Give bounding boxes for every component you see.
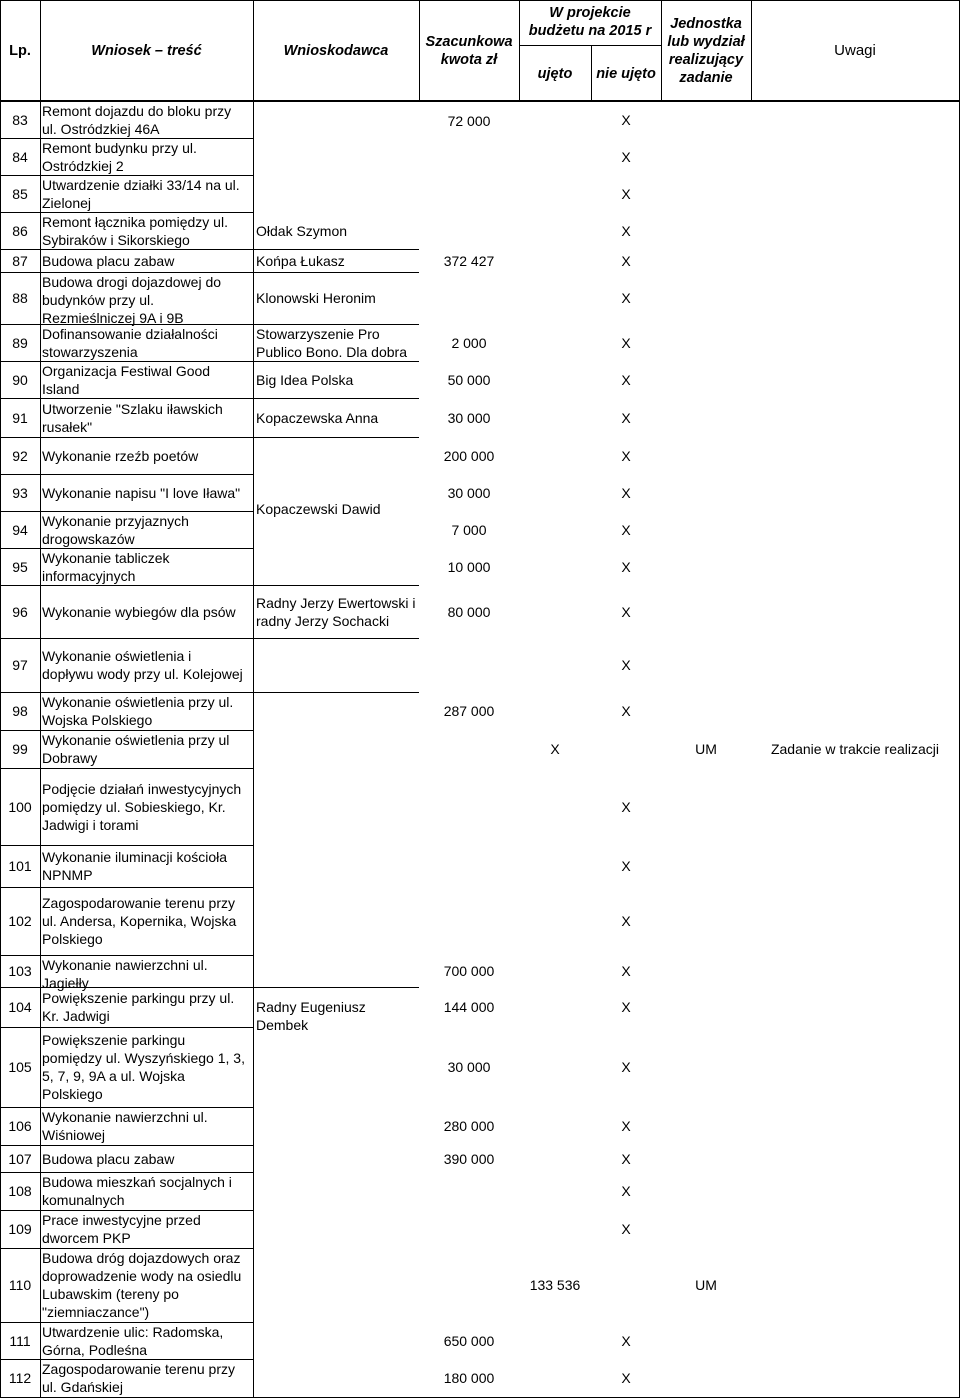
h-rule <box>0 845 253 846</box>
remarks: Zadanie w trakcie realizacji <box>770 741 940 757</box>
request-description: Wykonanie oświetlenia przy ul Dobrawy <box>42 732 230 766</box>
not-included-mark: X <box>621 186 631 202</box>
not-included-mark: X <box>621 149 631 165</box>
header-uwagi: Uwagi <box>834 41 876 59</box>
request-description: Budowa placu zabaw <box>42 253 175 269</box>
h-rule <box>0 474 253 475</box>
estimated-amount: 200 000 <box>443 448 495 464</box>
request-description: Budowa drogi dojazdowej do budynków przy ul. Rezmieślniczej 9A i 9B <box>42 274 222 326</box>
estimated-amount: 280 000 <box>443 1118 495 1134</box>
not-included-mark: X <box>621 485 631 501</box>
request-description: Powiększenie parkingu przy ul. Kr. Jadwigi <box>42 990 235 1024</box>
included-mark: X <box>550 741 560 757</box>
request-description: Powiększenie parkingu pomiędzy ul. Wyszyńskiego 1, 3, 5, 7, 9, 9A a ul. Wojska Polskiego <box>42 1032 245 1102</box>
h-rule <box>253 437 419 438</box>
row-number: 93 <box>12 485 28 501</box>
h-rule <box>0 887 253 888</box>
estimated-amount: 10 000 <box>447 559 491 575</box>
row-number: 91 <box>12 410 28 426</box>
row-number: 86 <box>12 223 28 239</box>
row-number: 88 <box>12 290 28 306</box>
h-rule <box>0 437 253 438</box>
row-number: 108 <box>8 1183 32 1199</box>
merged-kwota-83-86: 72 000 <box>447 113 491 129</box>
not-included-mark: X <box>621 1151 631 1167</box>
not-included-mark: X <box>621 253 631 269</box>
request-description: Zagospodarowanie terenu przy ul. Andersa, Kopernika, Wojska Polskiego <box>42 895 237 947</box>
not-included-mark: X <box>621 1221 631 1237</box>
estimated-amount: 180 000 <box>443 1370 495 1386</box>
v-rule <box>253 101 254 1398</box>
merged-wnioskodawca-92-95: Kopaczewski Dawid <box>256 501 381 517</box>
row-number: 100 <box>8 799 32 815</box>
row-number: 103 <box>8 963 32 979</box>
v-rule <box>40 101 41 1398</box>
h-rule <box>0 638 253 639</box>
row-number: 87 <box>12 253 28 269</box>
estimated-amount: 50 000 <box>447 372 491 388</box>
row-number: 99 <box>12 741 28 757</box>
not-included-mark: X <box>621 657 631 673</box>
header-lp: Lp. <box>9 42 31 59</box>
estimated-amount: 700 000 <box>443 963 495 979</box>
request-description: Wykonanie tabliczek informacyjnych <box>42 550 170 584</box>
not-included-mark: X <box>621 703 631 719</box>
h-rule <box>0 1145 253 1146</box>
applicant: Big Idea Polska <box>256 372 354 388</box>
not-included-mark: X <box>621 858 631 874</box>
merged-kwota-97-99: 287 000 <box>443 703 495 719</box>
not-included-mark: X <box>621 1118 631 1134</box>
h-rule <box>0 1027 253 1028</box>
row-number: 85 <box>12 186 28 202</box>
request-description: Dofinansowanie działalności stowarzyszenia <box>42 326 218 360</box>
request-description: Podjęcie działań inwestycyjnych pomiędzy ul. Sobieskiego, Kr. Jadwigi i torami <box>42 781 242 833</box>
h-rule <box>253 101 419 102</box>
not-included-mark: X <box>621 290 631 306</box>
not-included-mark: X <box>621 799 631 815</box>
h-rule <box>253 249 419 250</box>
responsible-unit: UM <box>695 741 717 757</box>
estimated-amount: 390 000 <box>443 1151 495 1167</box>
row-number: 83 <box>12 112 28 128</box>
request-description: Wykonanie oświetlenia przy ul. Wojska Polskiego <box>42 694 234 728</box>
request-description: Wykonanie iluminacji kościoła NPNMP <box>42 849 228 883</box>
row-number: 111 <box>9 1333 31 1349</box>
not-included-mark: X <box>621 1333 631 1349</box>
request-description: Utwardzenie działki 33/14 na ul. Zielonej <box>42 177 240 211</box>
applicant: Klonowski Heronim <box>256 290 376 306</box>
header-jednostka: Jednostka lub wydział realizujący zadanie <box>667 15 745 86</box>
not-included-mark: X <box>621 1059 631 1075</box>
header-nie-ujeto: nie ujęto <box>596 65 656 82</box>
request-description: Wykonanie wybiegów dla psów <box>42 604 236 620</box>
row-number: 105 <box>8 1059 32 1075</box>
merged-wnioskodawca-83-86: Ołdak Szymon <box>256 223 348 239</box>
request-description: Wykonanie napisu "I love Iława" <box>42 485 241 501</box>
header-w-projekcie: W projekcie budżetu na 2015 r <box>528 5 652 39</box>
included-mark: 133 536 <box>529 1277 581 1293</box>
request-description: Wykonanie nawierzchni ul. Wiśniowej <box>42 1109 208 1143</box>
header-wniosek: Wniosek – treść <box>91 42 202 59</box>
not-included-mark: X <box>621 448 631 464</box>
applicant: Końpa Łukasz <box>256 253 345 269</box>
estimated-amount: 7 000 <box>451 522 487 538</box>
estimated-amount: 30 000 <box>447 485 491 501</box>
h-rule <box>253 585 419 586</box>
estimated-amount: 80 000 <box>447 604 491 620</box>
request-description: Budowa placu zabaw <box>42 1151 175 1167</box>
request-description: Organizacja Festiwal Good Island <box>42 363 211 397</box>
not-included-mark: X <box>621 604 631 620</box>
not-included-mark: X <box>621 1183 631 1199</box>
not-included-mark: X <box>621 559 631 575</box>
request-description: Wykonanie przyjaznych drogowskazów <box>42 513 189 547</box>
not-included-mark: X <box>621 963 631 979</box>
row-number: 89 <box>12 335 28 351</box>
row-number: 90 <box>12 372 28 388</box>
estimated-amount: 30 000 <box>447 410 491 426</box>
row-number: 102 <box>8 913 32 929</box>
applicant: Kopaczewska Anna <box>256 410 379 426</box>
request-description: Wykonanie rzeźb poetów <box>42 448 199 464</box>
request-description: Remont łącznika pomiędzy ul. Sybiraków i Sikorskiego <box>42 214 228 248</box>
not-included-mark: X <box>621 223 631 239</box>
h-rule <box>253 398 419 399</box>
row-number: 94 <box>12 522 28 538</box>
row-number: 112 <box>8 1370 32 1386</box>
h-rule <box>253 361 419 362</box>
row-number: 104 <box>8 999 32 1015</box>
h-rule <box>253 987 419 988</box>
row-number: 110 <box>8 1277 32 1293</box>
not-included-mark: X <box>621 372 631 388</box>
request-description: Budowa dróg dojazdowych oraz doprowadzenie wody na osiedlu Lubawskim (tereny po "ziemniaczance") <box>42 1250 242 1320</box>
row-number: 95 <box>12 559 28 575</box>
request-description: Utwardzenie ulic: Radomska, Górna, Podleśna <box>42 1324 224 1358</box>
not-included-mark: X <box>621 1370 631 1386</box>
request-description: Wykonanie oświetlenia i dopływu wody przy ul. Kolejowej <box>42 648 243 682</box>
not-included-mark: X <box>621 999 631 1015</box>
row-number: 98 <box>12 703 28 719</box>
request-description: Remont dojazdu do bloku przy ul. Ostródzkiej 46A <box>42 103 232 137</box>
h-rule <box>253 638 419 639</box>
header-kwota: Szacunkowa kwota zł <box>425 33 513 68</box>
request-description: Remont budynku przy ul. Ostródzkiej 2 <box>42 140 197 174</box>
h-rule <box>253 692 419 693</box>
row-number: 96 <box>12 604 28 620</box>
h-rule <box>253 272 419 273</box>
h-rule <box>0 249 253 250</box>
not-included-mark: X <box>621 112 631 128</box>
request-description: Wykonanie nawierzchni ul. Jagiełły <box>42 957 208 991</box>
row-number: 109 <box>8 1221 32 1237</box>
applicant: Radny Jerzy Ewertowski i radny Jerzy Sochacki <box>256 595 416 629</box>
applicant: Stowarzyszenie Pro Publico Bono. Dla dobra <box>256 326 407 360</box>
h-rule <box>0 768 253 769</box>
not-included-mark: X <box>621 335 631 351</box>
request-description: Prace inwestycyjne przed dworcem PKP <box>42 1212 201 1246</box>
h-rule <box>0 585 253 586</box>
row-number: 107 <box>8 1151 32 1167</box>
header-ujeto: ujęto <box>537 65 573 82</box>
not-included-mark: X <box>621 522 631 538</box>
header-wnioskodawca: Wnioskodawca <box>283 42 389 59</box>
estimated-amount: 2 000 <box>451 335 487 351</box>
h-rule <box>0 398 253 399</box>
responsible-unit: UM <box>695 1277 717 1293</box>
request-description: Utworzenie "Szlaku iławskich rusałek" <box>42 401 223 435</box>
row-number: 106 <box>8 1118 32 1134</box>
row-number: 84 <box>12 149 28 165</box>
estimated-amount: 650 000 <box>443 1333 495 1349</box>
estimated-amount: 144 000 <box>443 999 495 1015</box>
estimated-amount: 30 000 <box>447 1059 491 1075</box>
request-description: Zagospodarowanie terenu przy ul. Gdańskiej <box>42 1361 236 1395</box>
estimated-amount: 372 427 <box>443 253 495 269</box>
merged-wnioskodawca-103-112: Radny Eugeniusz Dembek <box>256 999 366 1033</box>
row-number: 92 <box>12 448 28 464</box>
not-included-mark: X <box>621 913 631 929</box>
not-included-mark: X <box>621 410 631 426</box>
row-number: 97 <box>12 657 28 673</box>
request-description: Budowa mieszkań socjalnych i komunalnych <box>42 1174 232 1208</box>
row-number: 101 <box>8 858 32 874</box>
